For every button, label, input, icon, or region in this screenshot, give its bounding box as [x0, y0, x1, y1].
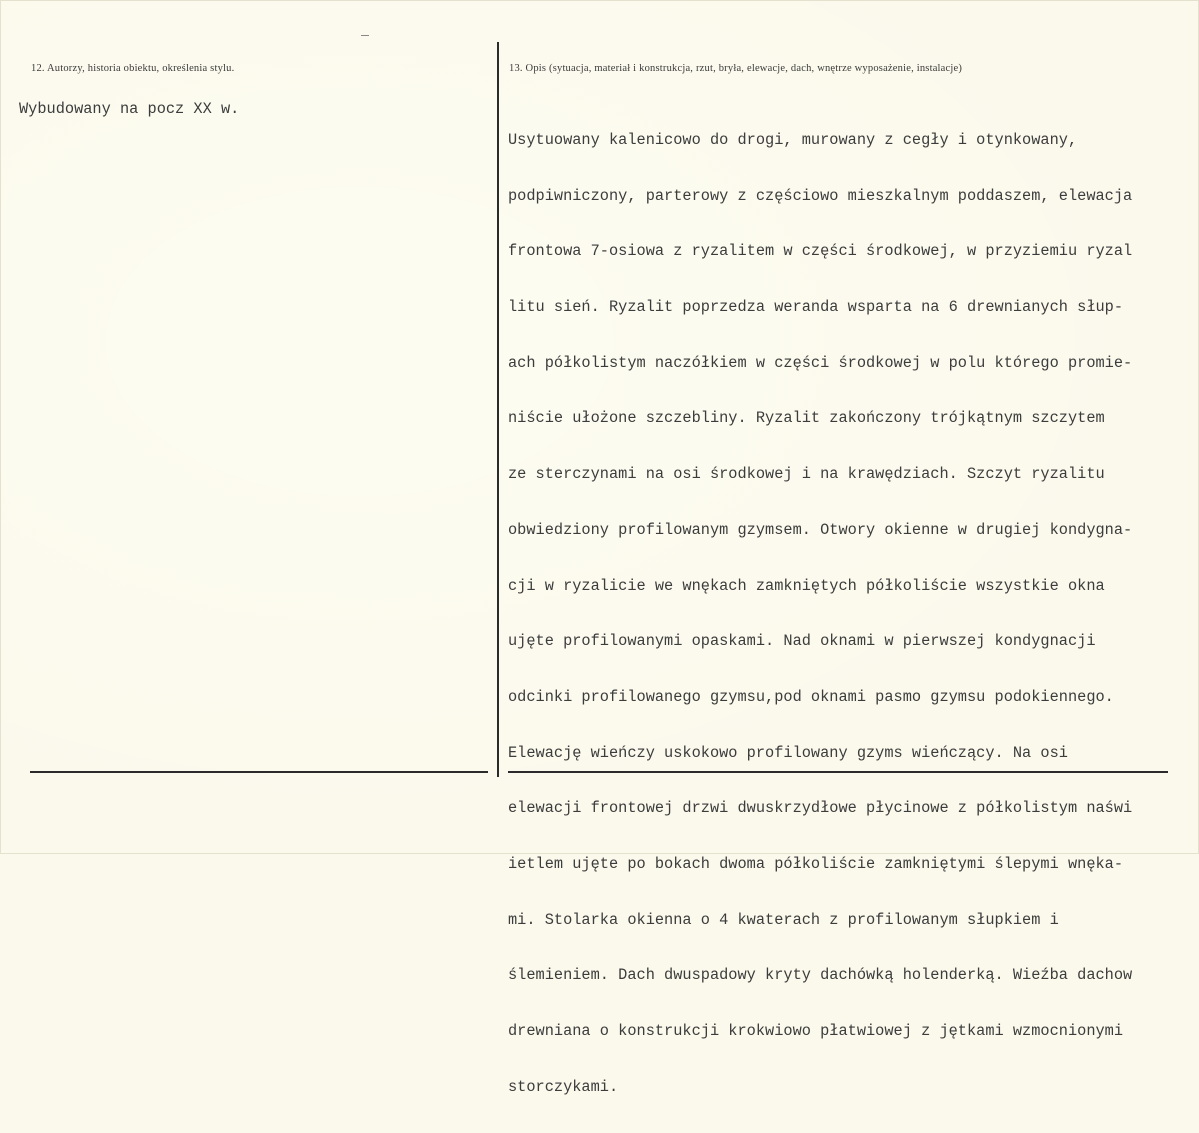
- description-line: ach półkolistym naczółkiem w części środkowej w polu którego promie-: [508, 353, 1133, 372]
- description-line: storczykami.: [508, 1077, 619, 1096]
- description-line: ślemieniem. Dach dwuspadowy kryty dachówką holenderką. Wieźba dachow: [508, 966, 1133, 985]
- description-line: niście ułożone szczebliny. Ryzalit zakończony trójkątnym szczytem: [508, 409, 1105, 428]
- bottom-rule-left: [30, 771, 488, 773]
- description-line: ietlem ujęte po bokach dwoma półkoliście zamkniętymi ślepymi wnęka-: [508, 854, 1124, 873]
- field-12-typed-text: Wybudowany na pocz XX w.: [19, 100, 240, 118]
- column-divider: [497, 42, 499, 777]
- description-line: odcinki profilowanego gzymsu,pod oknami pasmo gzymsu podokiennego.: [508, 687, 1114, 706]
- stray-mark: [361, 35, 369, 36]
- description-line: cji w ryzalicie we wnękach zamkniętych półkoliście wszystkie okna: [508, 576, 1105, 595]
- description-line: ujęte profilowanymi opaskami. Nad oknami w pierwszej kondygnacji: [508, 632, 1096, 651]
- description-line: elewacji frontowej drzwi dwuskrzydłowe płycinowe z półkolistym naświ: [508, 799, 1133, 818]
- description-line: obwiedziony profilowanym gzymsem. Otwory okienne w drugiej kondygna-: [508, 520, 1133, 539]
- description-line: podpiwniczony, parterowy z częściowo mieszkalnym poddaszem, elewacja: [508, 186, 1133, 205]
- description-line: drewniana o konstrukcji krokwiowo płatwiowej z jętkami wzmocnionymi: [508, 1022, 1124, 1040]
- description-line: litu sień. Ryzalit poprzedza weranda wsparta na 6 drewnianych słup-: [508, 298, 1124, 317]
- field-13-label: 13. Opis (sytuacja, materiał i konstrukcja, rzut, bryła, elewacje, dach, wnętrze wyposażenie, instalacje): [509, 63, 963, 74]
- description-line: ze sterczynami na osi środkowej i na krawędziach. Szczyt ryzalitu: [508, 465, 1105, 484]
- description-line: frontowa 7-osiowa z ryzalitem w części środkowej, w przyziemiu ryzal: [508, 242, 1133, 261]
- field-12-label: 12. Autorzy, historia obiektu, określenia stylu.: [31, 63, 235, 74]
- description-line: Usytuowany kalenicowo do drogi, murowany z cegły i otynkowany,: [508, 131, 1078, 149]
- description-line: Elewację wieńczy uskokowo profilowany gzyms wieńczący. Na osi: [508, 743, 1068, 762]
- field-13-typed-text: [508, 95, 1199, 1133]
- description-line: mi. Stolarka okienna o 4 kwaterach z profilowanym słupkiem i: [508, 910, 1059, 929]
- bottom-rule-right: [508, 771, 1168, 773]
